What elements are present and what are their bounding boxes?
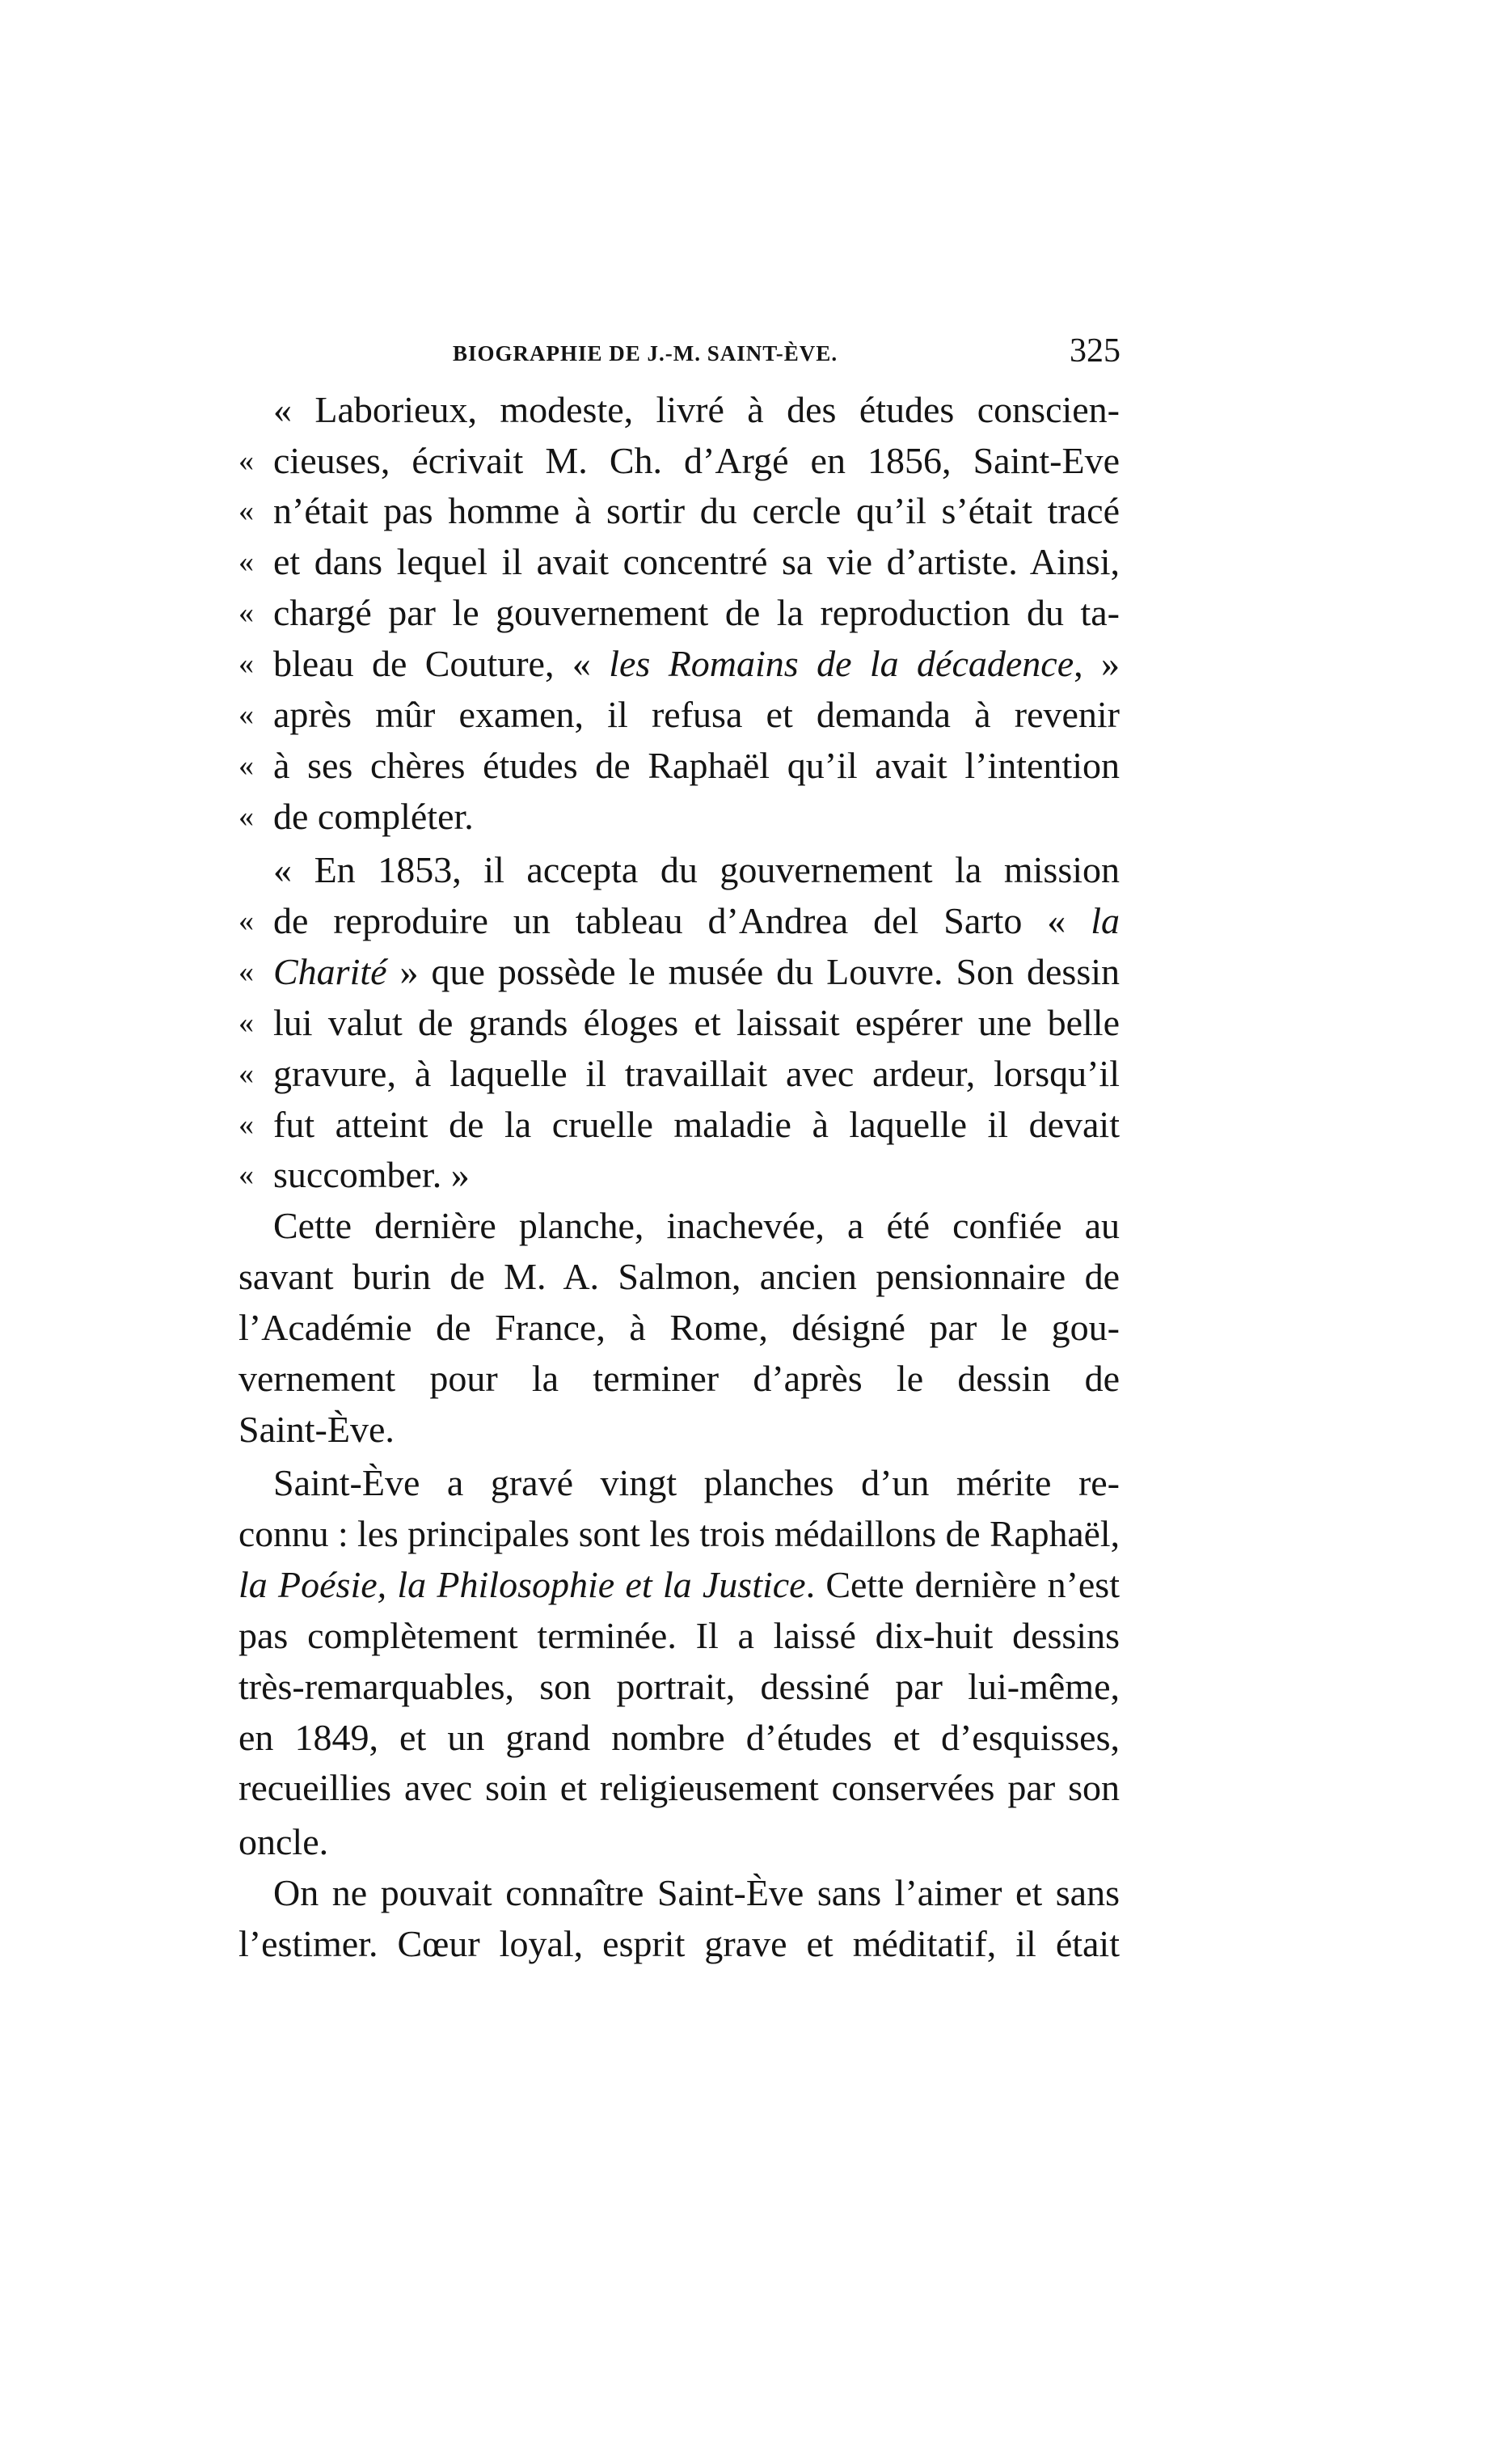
continuation-quote-mark: « [238,545,254,579]
line-text [273,386,1120,434]
text-line [0,437,1494,485]
text-segment: en 1849, et un grand nombre d’études et d’esquisses, [238,1717,1120,1758]
line-text [238,1405,395,1454]
text-segment: n’était pas homme à sortir du cercle qu’il s’était tracé [273,490,1120,531]
text-segment: recueillies avec soin et religieusement conservées par son [238,1767,1120,1808]
running-header: BIOGRAPHIE DE J.-M. SAINT-ÈVE. [453,341,838,366]
line-text [273,1050,1120,1098]
continuation-quote-mark: « [238,955,254,989]
line-text [273,691,1120,739]
text-line [0,742,1494,790]
continuation-quote-mark: « [238,444,254,478]
line-text [238,1764,1120,1812]
italic-title: la Poésie, la Philosophie et la Justice [238,1564,806,1605]
text-line [0,846,1494,894]
line-text [273,1869,1120,1917]
text-line [0,1869,1494,1917]
text-segment: fut atteint de la cruelle maladie à laquelle il devait [273,1104,1120,1145]
line-text [238,1612,1120,1660]
text-line [0,1561,1494,1609]
text-line [0,691,1494,739]
continuation-quote-mark: « [238,596,254,630]
text-line [0,1510,1494,1558]
text-segment: succomber. » [273,1154,470,1195]
text-segment: cieuses, écrivait M. Ch. d’Argé en 1856, Saint-Eve [273,440,1120,481]
continuation-quote-mark: « [238,1108,254,1142]
line-text [238,1304,1120,1352]
text-line [0,487,1494,535]
text-segment: On ne pouvait connaître Saint-Ève sans l’aimer et sans [273,1872,1120,1913]
line-text [273,1459,1120,1507]
text-segment: l’Académie de France, à Rome, désigné par le gou- [238,1307,1120,1348]
text-segment: savant burin de M. A. Salmon, ancien pensionnaire de [238,1256,1120,1297]
text-segment: Saint-Ève. [238,1409,395,1450]
text-segment: . Cette dernière n’est [805,1564,1120,1605]
italic-title: la [1091,900,1120,941]
text-line [0,1920,1494,1968]
line-text [273,437,1120,485]
continuation-quote-mark: « [238,1057,254,1091]
text-segment: chargé par le gouvernement de la reproduction du ta- [273,592,1120,633]
continuation-quote-mark: « [238,1006,254,1040]
line-text [273,589,1120,637]
text-segment: , » [1074,643,1120,684]
line-text [238,1714,1120,1762]
line-text [273,640,1120,688]
text-segment: lui valut de grands éloges et laissait espérer une belle [273,1002,1120,1043]
text-line [0,538,1494,586]
text-line [0,1818,1494,1866]
text-line [0,999,1494,1047]
text-line [0,1202,1494,1250]
text-line [0,640,1494,688]
text-line [0,1663,1494,1711]
text-segment: « En 1853, il accepta du gouvernement la mission [273,849,1120,890]
line-text [273,1101,1120,1149]
text-segment: bleau de Couture, « [273,643,610,684]
text-line [0,589,1494,637]
text-line [0,792,1494,841]
text-line [0,948,1494,996]
italic-title: Charité [273,951,387,992]
text-line [0,386,1494,434]
continuation-quote-mark: « [238,1158,254,1192]
text-segment: Cette dernière planche, inachevée, a été confiée au [273,1205,1120,1246]
continuation-quote-mark: « [238,800,254,834]
text-segment: et dans lequel il avait concentré sa vie d’artiste. Ainsi, [273,541,1120,582]
continuation-quote-mark: « [238,749,254,783]
line-text [238,1355,1120,1403]
text-line [0,1253,1494,1301]
line-text [238,1663,1120,1711]
text-segment: pas complètement terminée. Il a laissé dix-huit dessins [238,1615,1120,1656]
text-segment: de compléter. [273,796,474,837]
text-segment: vernement pour la terminer d’après le dessin de [238,1358,1120,1399]
text-segment: » que possède le musée du Louvre. Son dessin [386,951,1120,992]
line-text [238,1920,1120,1968]
text-segment: de reproduire un tableau d’Andrea del Sarto « [273,900,1091,941]
text-line [0,897,1494,945]
line-text [273,1151,470,1199]
text-segment: « Laborieux, modeste, livré à des études conscien- [273,389,1120,430]
text-segment: après mûr examen, il refusa et demanda à revenir [273,694,1120,735]
text-line [0,1355,1494,1403]
line-text [273,948,1120,996]
italic-title: les Romains de la décadence [609,643,1074,684]
text-line [0,1050,1494,1098]
text-segment: oncle. [238,1821,329,1862]
text-line [0,1151,1494,1199]
line-text [238,1561,1120,1609]
line-text [273,897,1120,945]
line-text [273,1202,1120,1250]
line-text [238,1253,1120,1301]
line-text [273,999,1120,1047]
line-text [273,792,474,841]
continuation-quote-mark: « [238,494,254,528]
line-text [273,538,1120,586]
continuation-quote-mark: « [238,904,254,938]
line-text [273,846,1120,894]
page-number: 325 [1070,332,1120,370]
text-segment: très-remarquables, son portrait, dessiné par lui-même, [238,1666,1120,1707]
continuation-quote-mark: « [238,647,254,681]
line-text [273,487,1120,535]
text-line [0,1405,1494,1454]
text-line [0,1612,1494,1660]
text-line [0,1764,1494,1812]
text-line [0,1101,1494,1149]
text-segment: l’estimer. Cœur loyal, esprit grave et méditatif, il était [238,1923,1120,1964]
text-line [0,1459,1494,1507]
continuation-quote-mark: « [238,698,254,732]
line-text [273,742,1120,790]
text-segment: gravure, à laquelle il travaillait avec ardeur, lorsqu’il [273,1053,1120,1094]
text-line [0,1304,1494,1352]
text-line [0,1714,1494,1762]
text-segment: à ses chères études de Raphaël qu’il avait l’intention [273,745,1120,786]
text-segment: Saint-Ève a gravé vingt planches d’un mérite re- [273,1462,1120,1503]
text-segment: connu : les principales sont les trois médaillons de Raphaël, [238,1513,1120,1554]
line-text [238,1818,328,1866]
line-text [238,1510,1120,1558]
